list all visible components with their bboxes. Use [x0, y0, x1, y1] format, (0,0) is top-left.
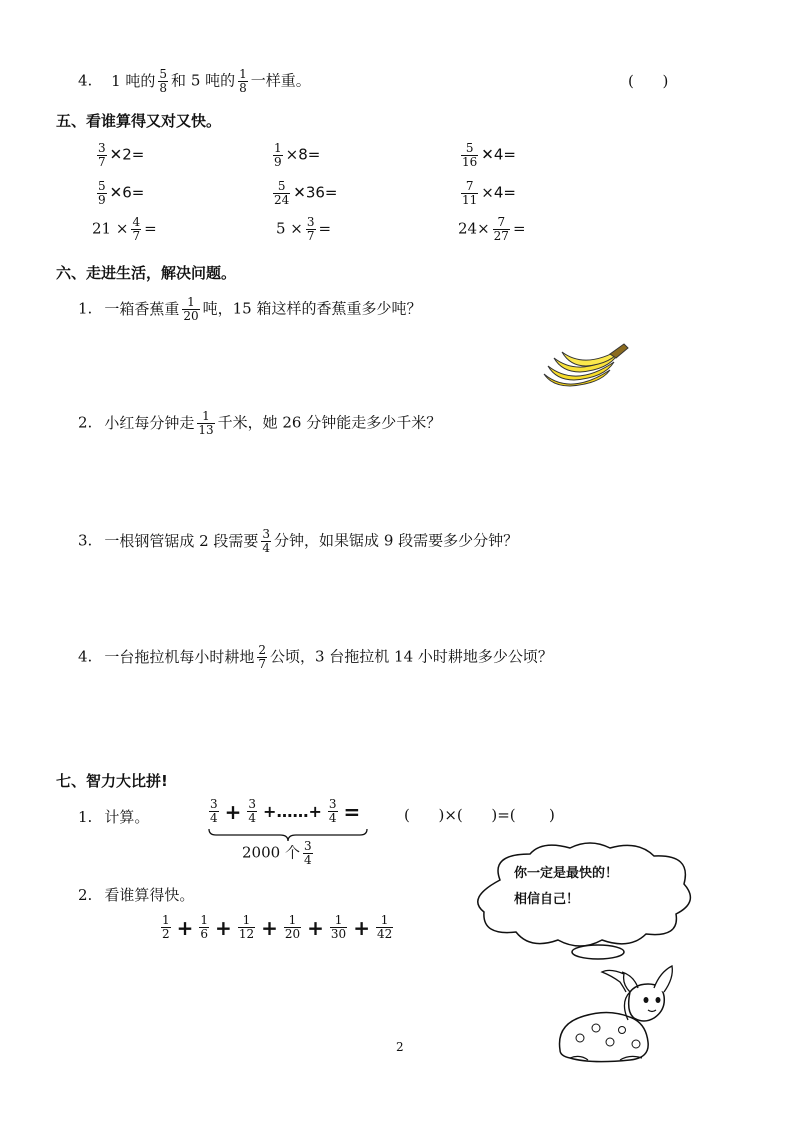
calc-item: [270, 142, 320, 169]
fraction: $\frac{3}{4}$: [262, 527, 271, 555]
calc-rest: =: [512, 219, 526, 238]
answer-paren[interactable]: ( ): [628, 72, 669, 90]
problem-3: 3. 一根钢管锯成 2 段需要 $\frac{3}{4}$ 分钟，如果锯成 9 段需要多少分钟？: [78, 527, 519, 555]
calc-item: [458, 142, 516, 169]
fraction: $\frac{1}{20}$: [183, 295, 199, 323]
problem-2: 2. 小红每分钟走 $\frac{1}{13}$ 千米，她 26 分钟能走多少千米？: [78, 409, 442, 437]
fraction: $\frac{1}{30}$: [330, 913, 347, 941]
bubble-line-2: 相信自己！: [514, 892, 580, 907]
fraction: $\frac{1}{6}$: [200, 913, 209, 941]
calc-item: [270, 180, 338, 207]
calc-item: [94, 180, 144, 207]
fraction: $\frac{3}{4}$: [248, 797, 257, 825]
question-number: 1.: [78, 808, 93, 826]
question-number: 1.: [78, 299, 93, 318]
calc-rest: =: [318, 219, 332, 238]
page-number: 2: [396, 1040, 404, 1054]
fraction: $\frac{3}{4}$: [303, 839, 312, 867]
plus-sign: +: [261, 915, 278, 940]
calc-item: [276, 216, 331, 243]
fraction: $\frac{3}{7}$: [98, 141, 106, 169]
question-text-a: 1 吨的: [111, 71, 156, 90]
calc-pre: 5 ×: [276, 219, 303, 238]
calc-item: [92, 216, 157, 243]
fraction: $\frac{2}{7}$: [258, 643, 266, 671]
calc-rest: ×8=: [285, 145, 321, 164]
calc-rest: ✕4=: [481, 145, 516, 164]
calc-pre: 21 ×: [92, 219, 129, 238]
question-number: 4.: [78, 647, 93, 666]
fraction: $\frac{3}{7}$: [306, 215, 315, 243]
fraction: $\frac{5}{16}$: [462, 141, 478, 169]
challenge-2-label: 2. 看谁算得快。: [78, 886, 195, 904]
calc-rest: ✕2=: [109, 145, 145, 164]
section-6-title: 六、走进生活，解决问题。: [56, 264, 237, 282]
answer-blanks[interactable]: ( )×( )=( ): [404, 806, 555, 824]
fraction: $\frac{1}{20}$: [284, 913, 301, 941]
section-7-title: 七、智力大比拼!: [56, 772, 168, 790]
question-number: 2.: [78, 886, 93, 904]
calc-pre: 24×: [458, 219, 490, 238]
plus-sign: +: [224, 799, 242, 824]
calc-rest: =: [144, 219, 157, 238]
challenge-2-expression: [158, 914, 396, 941]
problem-4: 4. 一台拖拉机每小时耕地 $\frac{2}{7}$ 公顷，3 台拖拉机 14 小时耕地多少公顷？: [78, 643, 553, 671]
calc-rest: ✕6=: [109, 183, 145, 202]
calc-rest: ×4=: [481, 183, 516, 202]
challenge-1-expression: [206, 798, 363, 825]
brace-label: 2000 个 $\frac{3}{4}$: [242, 839, 312, 867]
calc-item: [94, 142, 144, 169]
plus-sign: +: [307, 915, 324, 940]
calc-item: [458, 180, 516, 207]
question-number: 2.: [78, 413, 93, 432]
fraction: $\frac{5}{9}$: [98, 179, 106, 207]
challenge-1-label: 1. 计算。: [78, 808, 150, 826]
fraction: $\frac{5}{8}$: [159, 67, 168, 95]
ellipsis-plus: +……+: [263, 802, 322, 821]
fraction: $\frac{1}{8}$: [239, 67, 247, 95]
banana-image: [540, 340, 630, 400]
question-number: 4.: [78, 71, 93, 90]
fraction: $\frac{1}{2}$: [162, 913, 170, 941]
bubble-line-1: 你一定是最快的！: [514, 866, 619, 881]
plus-sign: +: [176, 915, 194, 940]
fraction: $\frac{7}{11}$: [462, 179, 478, 207]
equals-sign: =: [343, 799, 361, 824]
calc-item: [458, 216, 526, 243]
question-number: 3.: [78, 531, 93, 550]
fraction: $\frac{3}{4}$: [210, 797, 218, 825]
fraction: $\frac{1}{42}$: [376, 913, 393, 941]
question-text-b: 和 5 吨的: [171, 71, 236, 90]
fraction: $\frac{3}{4}$: [328, 797, 337, 825]
fraction: $\frac{4}{7}$: [132, 215, 141, 243]
fraction: $\frac{1}{9}$: [274, 141, 282, 169]
deer-image: [550, 958, 690, 1068]
fraction: $\frac{7}{27}$: [493, 215, 509, 243]
fraction: $\frac{5}{24}$: [274, 179, 290, 207]
section-5-title: 五、看谁算得又对又快。: [56, 112, 222, 130]
problem-1: 1. 一箱香蕉重 $\frac{1}{20}$ 吨，15 箱这样的香蕉重多少吨？: [78, 295, 422, 323]
fraction: $\frac{1}{13}$: [198, 409, 214, 437]
thought-bubble: [470, 840, 700, 970]
plus-sign: +: [353, 915, 370, 940]
question-4-prev: [78, 68, 311, 95]
plus-sign: +: [215, 915, 232, 940]
question-text-c: 一样重。: [250, 71, 311, 90]
calc-rest: ✕36=: [293, 183, 338, 202]
fraction: $\frac{1}{12}$: [238, 913, 255, 941]
